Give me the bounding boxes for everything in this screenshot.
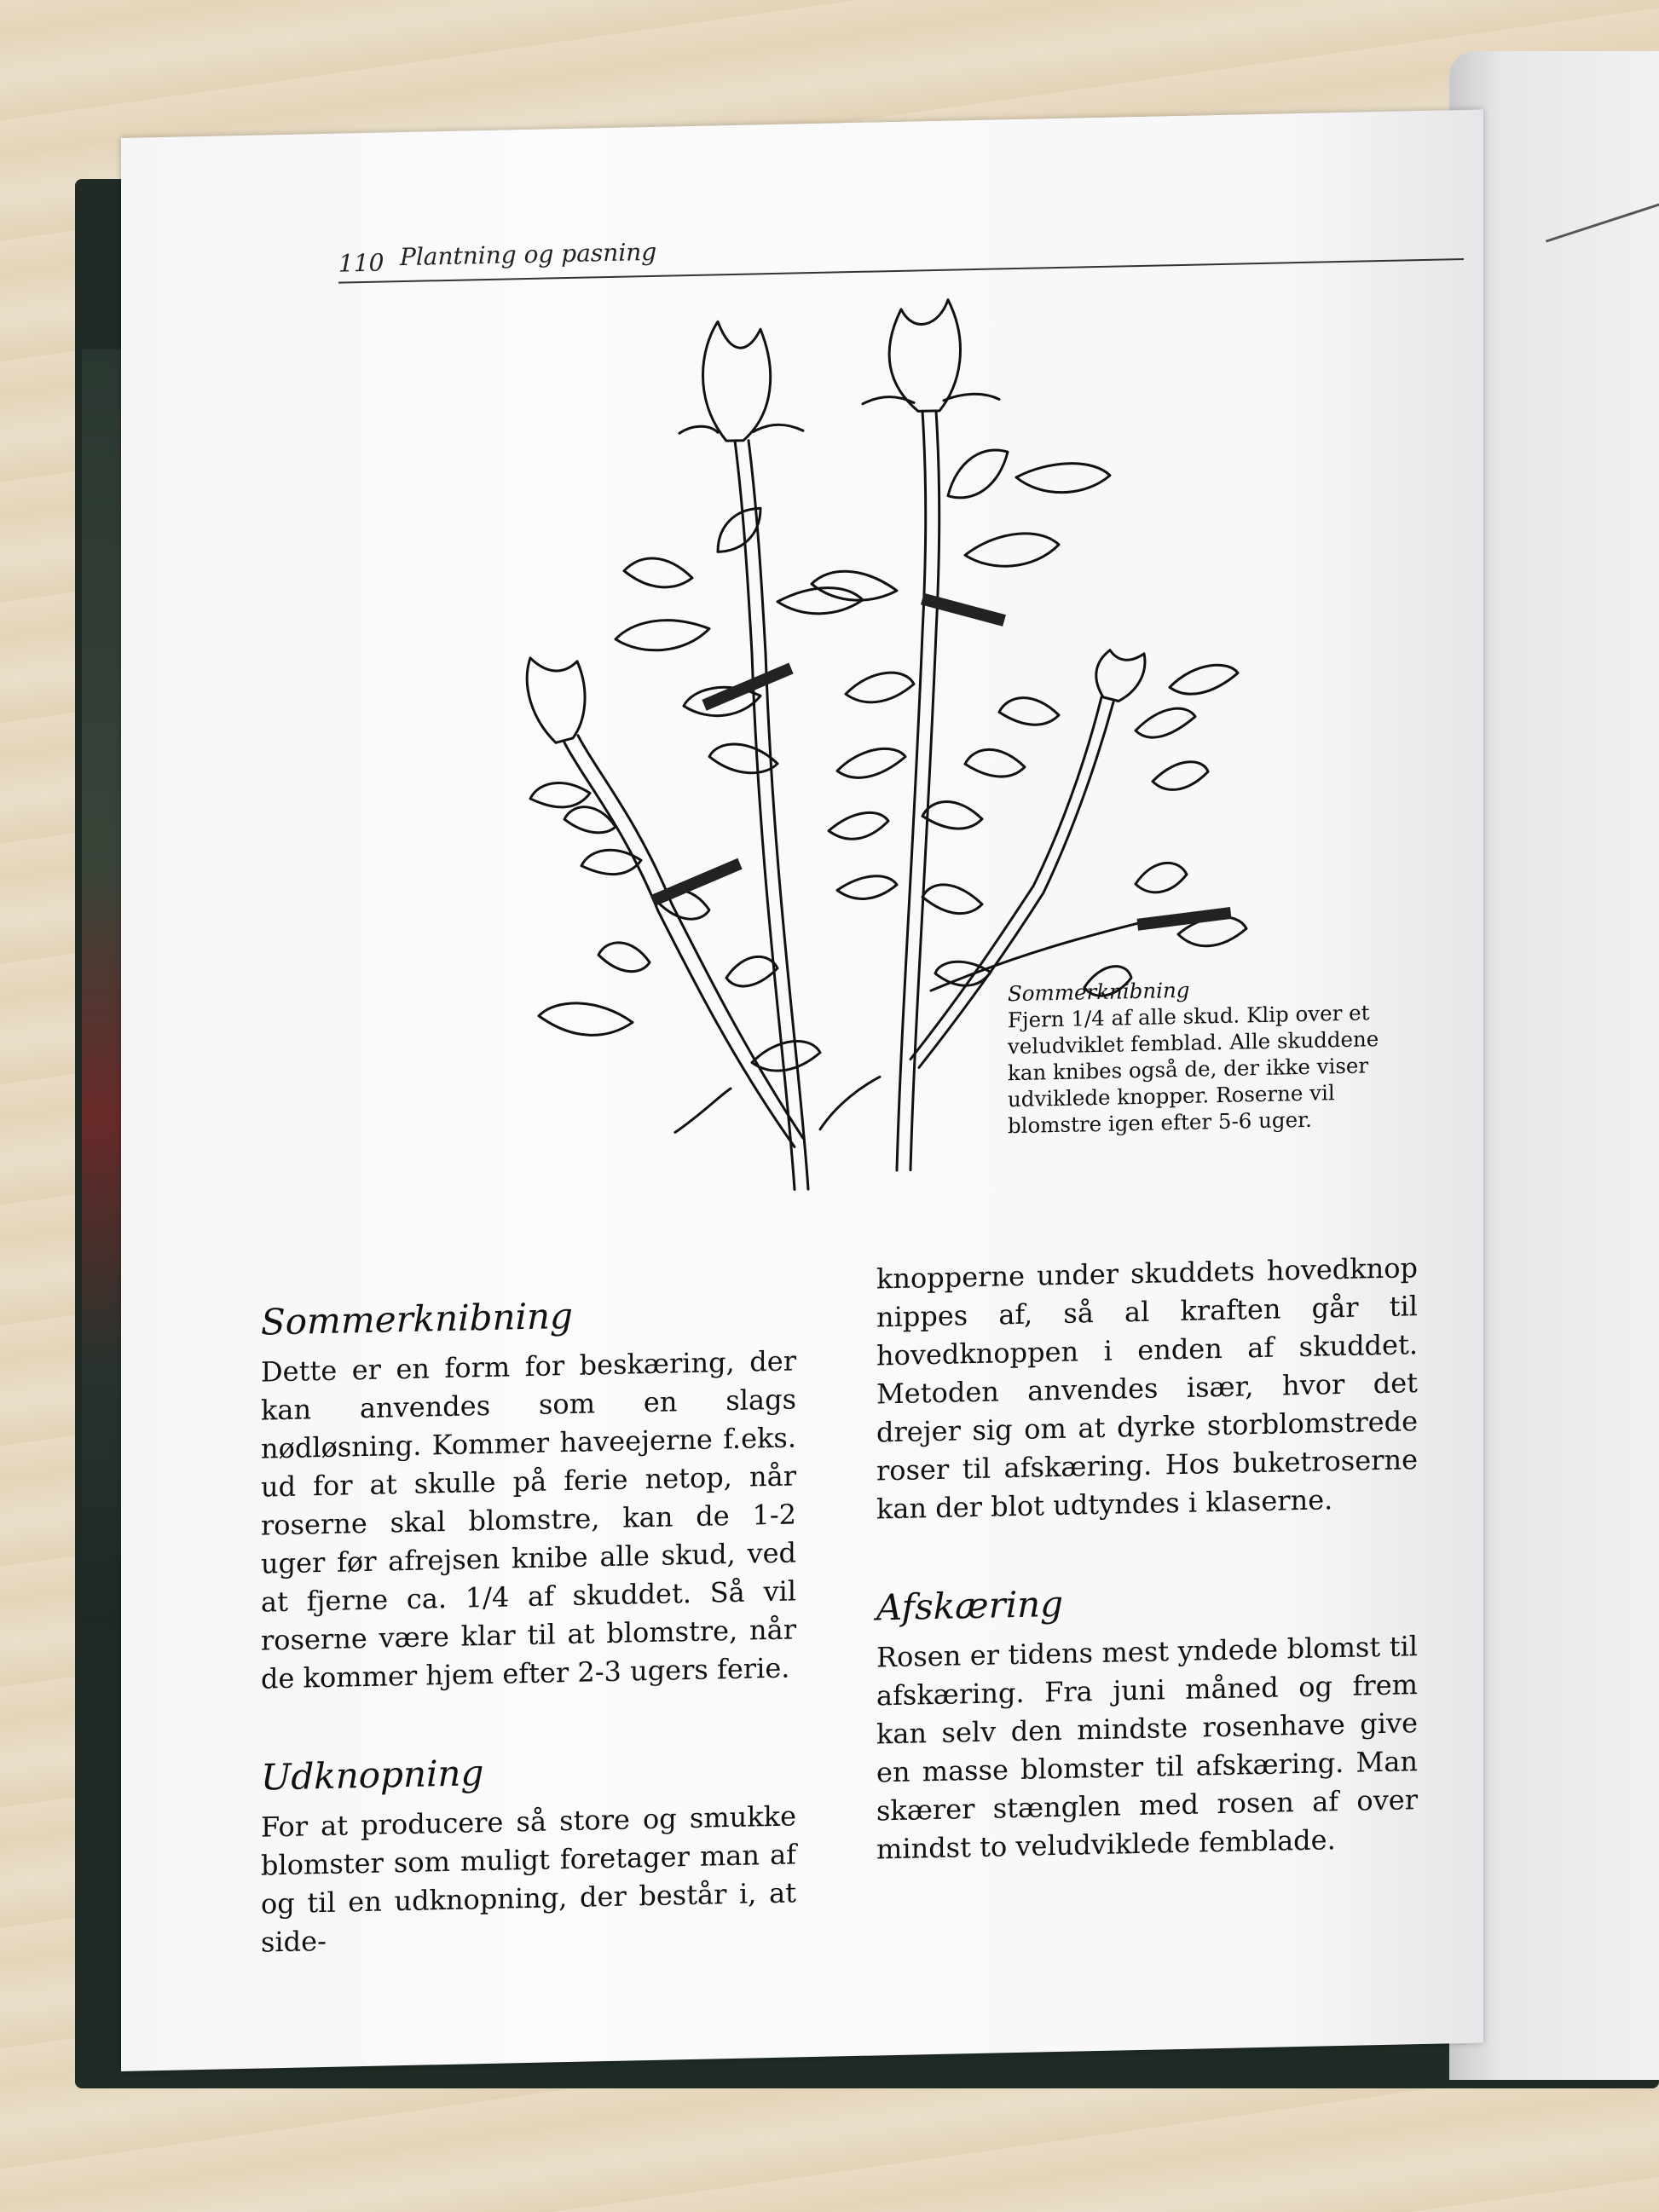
running-header — [338, 219, 1464, 284]
caption-text: Fjern 1/4 af alle skud. Klip over et veludviklet femblad. Alle skuddene kan knibes også de, der ikke viser udviklede knopper. Roserne vil blomstre igen efter 5-6 uger. — [1008, 1000, 1379, 1139]
page-number: 110 — [338, 248, 384, 278]
paragraph-sommerknibning: Dette er en form for beskæring, der kan anvendes som en slags nødløsning. Kommer haveejerne f.eks. ud for at skulle på ferie netop, når roserne skal blomstre, kan de 1-2 uger før afrejsen knibe alle skud, ved at fjerne ca. 1/4 af skuddet. Så vil roserne være klar til at blomstre, når de kommer hjem efter 2-3 ugers ferie. — [261, 1344, 796, 1695]
figure-caption — [1008, 972, 1408, 1139]
left-text-column — [261, 1291, 796, 1961]
heading-udknopning: Udknopning — [261, 1752, 484, 1799]
caption-title: Sommerknibning — [1008, 977, 1190, 1007]
heading-sommerknibning: Sommerknibning — [261, 1294, 573, 1343]
right-text-column — [876, 1249, 1418, 1868]
book-page — [121, 110, 1483, 2071]
heading-afskaering: Afskæring — [876, 1582, 1064, 1629]
paragraph-afskaering: Rosen er tidens mest yndede blomst til afskæring. Fra juni måned og frem kan selv den mindste rosenhave give en masse blomster til afskæring. Man skærer stænglen med rosen af over mindst to veludviklede femblade. — [876, 1630, 1418, 1866]
chapter-title: Plantning og pasning — [400, 237, 657, 272]
paragraph-udknopning: For at producere så store og smukke blomster som muligt foretager man af og til en udknopning, der består i, at side- — [261, 1799, 796, 1959]
paragraph-udknopning-continued: knopperne under skuddets hovedknop nippes af, så al kraften går til hovedknoppen i enden af skuddet. Metoden anvendes især, hvor det drejer sig om at dyrke storblomstrede roser til afskæring. Hos buketroserne kan der blot udtyndes i klaserne. — [876, 1251, 1418, 1526]
